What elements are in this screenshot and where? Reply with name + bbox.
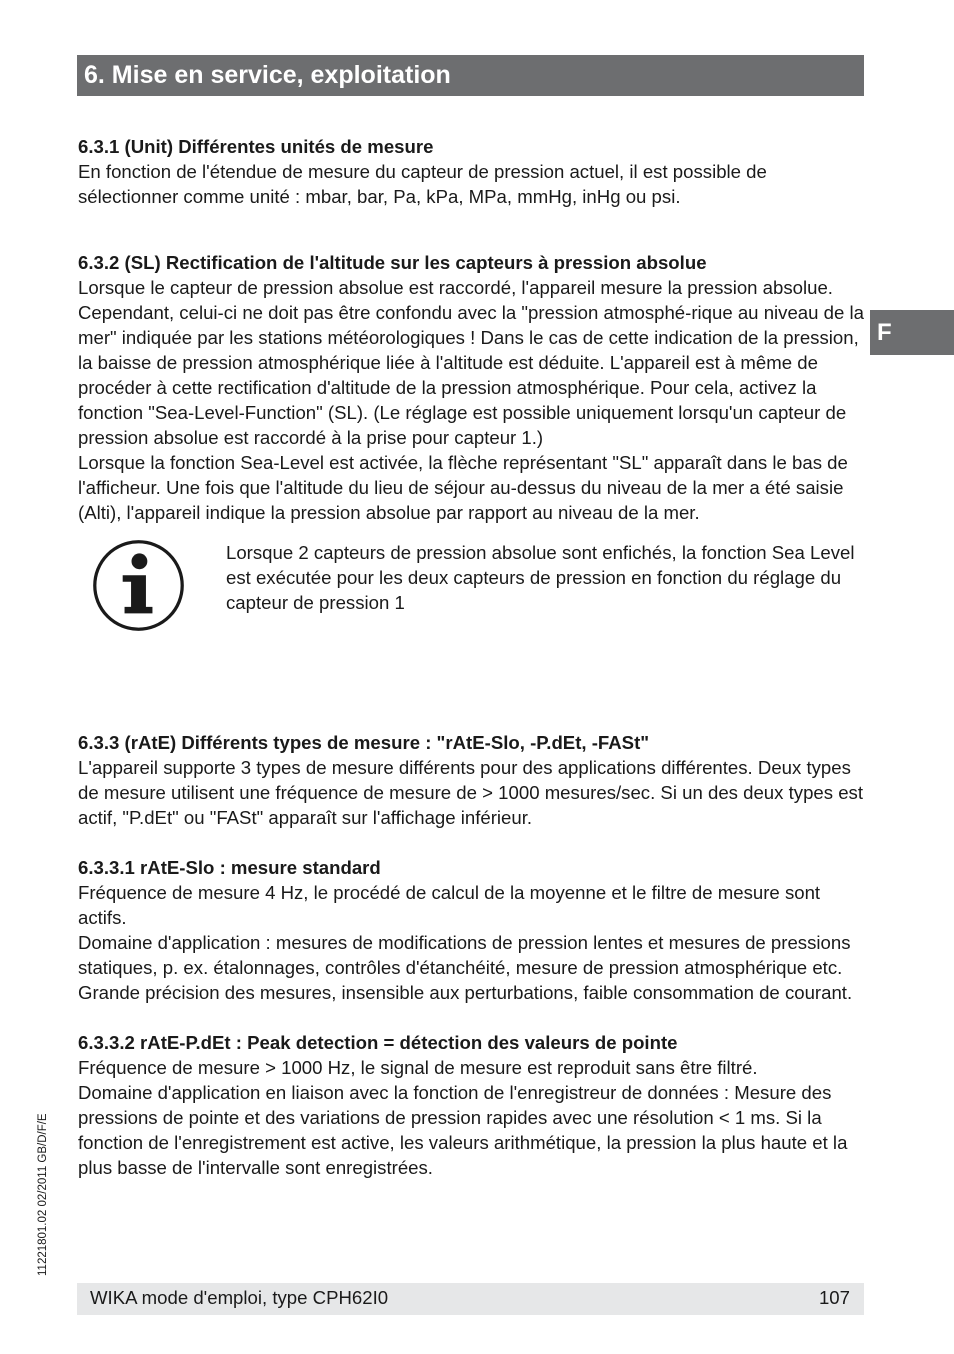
section-body-6-3-3-1-para1: Fréquence de mesure 4 Hz, le procédé de calcul de la moyenne et le filtre de mesure sont actifs. bbox=[78, 882, 821, 928]
footer-document-title: WIKA mode d'emploi, type CPH62I0 bbox=[90, 1287, 389, 1308]
language-tab bbox=[870, 310, 954, 355]
section-body-6-3-3: L'appareil supporte 3 types de mesure différents pour des applications différentes. Deux types de mesure utilisent une fréquence de mesure de > 1000 mesures/sec. Si un des deux types est actif, "P.dEt" ou "FASt" apparaît sur l'affichage inférieur. bbox=[78, 757, 864, 828]
section-body-6-3-1: En fonction de l'étendue de mesure du capteur de pression actuel, il est possible de sélectionner comme unité : mbar, bar, Pa, kPa, MPa, mmHg, inHg ou psi. bbox=[78, 161, 767, 207]
section-body-6-3-3-2-para1: Fréquence de mesure > 1000 Hz, le signal de mesure est reproduit sans être filtré. bbox=[78, 1057, 758, 1078]
document-code: 11221801.02 02/2011 GB/D/F/E bbox=[37, 1113, 49, 1276]
section-heading-6-3-1: 6.3.1 (Unit) Différentes unités de mesure bbox=[78, 136, 434, 157]
footer-bar bbox=[77, 1283, 864, 1315]
section-heading-6-3-3-1: 6.3.3.1 rAtE-Slo : mesure standard bbox=[78, 857, 381, 878]
section-body-6-3-2-para1: Lorsque le capteur de pression absolue est raccordé, l'appareil mesure la pression absolue. Cependant, celui-ci ne doit pas être confondu avec la "pression atmosphé-rique au niveau de la mer" indiquée par les stations météorologiques ! Dans le cas de cette indication de la pression, la baisse de pression atmosphérique liée à l'altitude est déduite. L'appareil est à même de procéder à cette rectification d'altitude de la pression atmosphérique. Pour cela, activez la fonction "Sea-Level-Function" (SL). (Le réglage est possible uniquement lorsqu'un capteur de pression absolue est raccordé à la prise pour capteur 1.) bbox=[78, 277, 864, 448]
section-heading-6-3-2: 6.3.2 (SL) Rectification de l'altitude sur les capteurs à pression absolue bbox=[78, 252, 707, 273]
info-notice-text: Lorsque 2 capteurs de pression absolue sont enfichés, la fonction Sea Level est exécutée pour les deux capteurs de pression en fonction du réglage du capteur de pression 1 bbox=[226, 542, 855, 613]
language-tab-label: F bbox=[877, 319, 892, 346]
section-body-6-3-3-2-para2: Domaine d'application en liaison avec la fonction de l'enregistreur de données : Mesure des pressions de pointe et des variations de pression rapides avec une résolution < 1 ms. Si la fonction de l'enregistrement est active, les valeurs arithmétique, la pression la plus haute et la plus basse de l'intervalle sont enregistrées. bbox=[78, 1082, 848, 1178]
chapter-header-bar bbox=[77, 55, 864, 96]
section-body-6-3-2-para2: Lorsque la fonction Sea-Level est activée, la flèche représentant "SL" apparaît dans le bas de l'afficheur. Une fois que l'altitude du lieu de séjour au-dessus du niveau de la mer a été saisie (Alti), l'appareil indique la pression absolue par rapport au niveau de la mer. bbox=[78, 452, 848, 523]
page-number: 107 bbox=[818, 1287, 850, 1308]
info-notice bbox=[78, 540, 868, 730]
section-heading-6-3-3-2: 6.3.3.2 rAtE-P.dEt : Peak detection = détection des valeurs de pointe bbox=[78, 1032, 678, 1053]
section-heading-6-3-3: 6.3.3 (rAtE) Différents types de mesure : "rAtE-Slo, -P.dEt, -FASt" bbox=[78, 732, 650, 753]
page-content bbox=[78, 134, 868, 1180]
info-icon bbox=[92, 539, 185, 632]
chapter-title: 6. Mise en service, exploitation bbox=[84, 61, 451, 89]
section-body-6-3-3-1-para2: Domaine d'application : mesures de modifications de pression lentes et mesures de pressions statiques, p. ex. étalonnages, contrôles d'étanchéité, mesure de pression atmosphérique etc. Grande précision des mesures, insensible aux perturbations, faible consommation de courant. bbox=[78, 932, 853, 1003]
